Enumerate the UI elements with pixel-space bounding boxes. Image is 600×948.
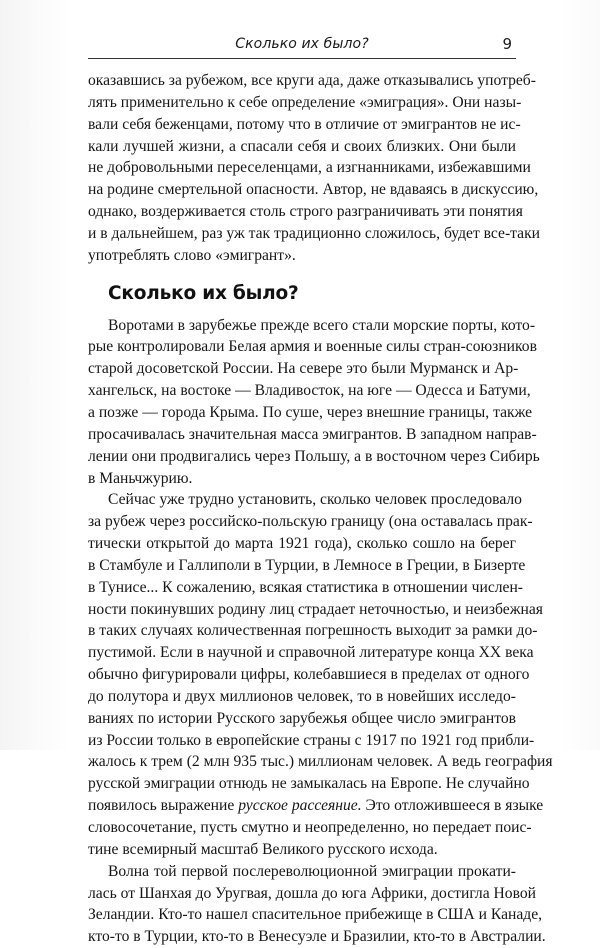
section-heading: Сколько их было? — [108, 282, 299, 304]
text-line: из России только в европейские страны с 1917 по 1921 год прибли- — [88, 731, 535, 749]
text-line: просачивалась значительная масса эмигрантов. В западном направ- — [88, 425, 537, 443]
text-line: пустимой. Если в научной и справочной литературе конца XX века — [88, 644, 534, 662]
text-line: не добровольными переселенцами, а изгнанниками, избежавшими — [88, 159, 531, 177]
paragraph-ports — [88, 315, 540, 490]
text-line: ности покинувших родину лиц страдает неточностью, и неизбежная — [88, 600, 543, 618]
text-line: Сейчас уже трудно установить, сколько человек проследовало — [108, 491, 522, 509]
text-line: однако, воздерживается столь строго разграничивать эти понятия — [88, 203, 523, 221]
text-line: вали себя беженцами, потому что в отличие от эмигрантов не ис- — [88, 115, 521, 133]
text-line: русской эмиграции отнюдь не замыкалась на Европе. Не случайно — [88, 775, 530, 793]
text-line: на родине смертельной опасности. Автор, не вдаваясь в дискуссию, — [88, 181, 539, 199]
text-line-with-italic — [88, 795, 544, 817]
text-line: употреблять слово «эмигрант». — [88, 246, 296, 264]
text-line: в Маньчжурию. — [88, 469, 193, 487]
text-fragment: появилось выражение — [88, 797, 239, 815]
running-head — [88, 36, 516, 59]
running-head-title: Сколько их было? — [235, 36, 369, 52]
text-line: Волна той первой послереволюционной эмиграции прокати- — [108, 862, 516, 880]
page-number: 9 — [502, 35, 512, 53]
text-line: лась от Шанхая до Уругвая, дошла до юга Африки, достигла Новой — [88, 884, 536, 902]
text-line: старой досоветской России. На севере это были Мурманск и Ар- — [88, 360, 519, 378]
text-line: тине всемирный масштаб Великого русского исхода. — [88, 840, 438, 858]
paragraph-wave — [88, 861, 546, 948]
text-line: тически открытой до марта 1921 года), сколько сошло на берег — [88, 535, 516, 553]
text-line: в Тунисе... К сожалению, всякая статистика в отношении числен- — [88, 578, 523, 596]
text-line: Воротами в зарубежье прежде всего стали морские порты, кото- — [108, 316, 536, 334]
text-line: обычно фигурировали цифры, колебавшиеся в пределах от одного — [88, 666, 530, 684]
text-line: в таких случаях количественная погрешность выходит за рамки до- — [88, 622, 538, 640]
paragraph-statistics — [88, 489, 553, 860]
intro-paragraph — [88, 70, 541, 267]
text-line: хангельск, на востоке — Владивосток, на юге — Одесса и Батуми, — [88, 382, 531, 400]
text-line: словосочетание, пусть смутно и неопределенно, но передает поис- — [88, 819, 532, 836]
text-line: до полутора и двух миллионов человек, то в новейших исследо- — [88, 687, 516, 705]
text-line: за рубеж через российско-польскую границу (она оставалась прак- — [88, 513, 533, 531]
text-line: жалось к трем (2 млн 935 тыс.) миллионам человек. А ведь география — [88, 753, 553, 771]
text-fragment: Это отложившееся в языке — [361, 797, 544, 815]
italic-term: русское рассеяние. — [238, 797, 362, 815]
text-line: в Стамбуле и Галлиполи в Турции, в Лемносе в Греции, в Бизерте — [88, 556, 526, 574]
text-line: лении они продвигались через Польшу, а в восточном через Сибирь — [88, 447, 540, 465]
text-line: ваниях по истории Русского зарубежья общее число эмигрантов — [88, 709, 516, 727]
text-line: кали лучшей жизни, а спасали себя и своих близких. Они были — [88, 137, 516, 155]
text-line: а позже — города Крыма. По суше, через внешние границы, также — [88, 403, 533, 421]
text-line: лять применительно к себе определение «эмиграция». Они назы- — [88, 93, 522, 111]
text-line: Зеландии. Кто-то нашел спасительное прибежище в США и Канаде, — [88, 906, 543, 924]
text-line: и в дальнейшем, раз уж так традиционно сложилось, будет все-таки — [88, 224, 541, 242]
body-text — [88, 70, 553, 948]
text-line: кто-то в Турции, кто-то в Венесуэле и Бразилии, кто-то в Австралии. — [88, 928, 546, 946]
text-line: оказавшись за рубежом, все круги ада, даже отказывались употреб- — [88, 72, 536, 89]
text-line: рые контролировали Белая армия и военные силы стран-союзников — [88, 338, 537, 356]
